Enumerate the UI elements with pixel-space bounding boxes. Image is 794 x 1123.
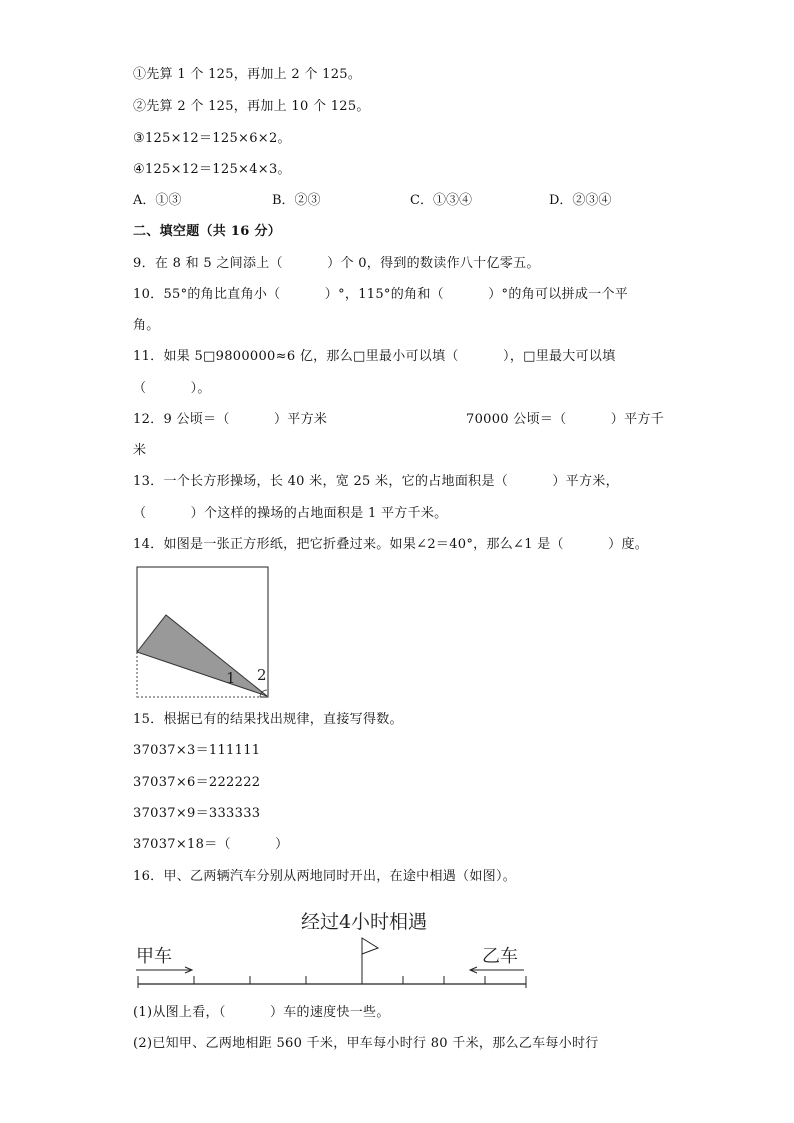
choice-c[interactable]: C．①③④ bbox=[410, 193, 472, 208]
question-10-line1: 10．55°的角比直角小（ ）°，115°的角和（ ）°的角可以拼成一个平 bbox=[133, 287, 629, 302]
choice-b[interactable]: B．②③ bbox=[272, 193, 321, 208]
car-b-arrow bbox=[470, 967, 524, 973]
option-4-text: ④125×12＝125×4×3。 bbox=[133, 162, 291, 177]
angle-2-label: 2 bbox=[257, 666, 267, 684]
question-16-part1: (1)从图上看，（ ）车的速度快一些。 bbox=[133, 1005, 390, 1020]
equation-3: 37037×9＝333333 bbox=[133, 806, 261, 821]
choice-a[interactable]: A．①③ bbox=[133, 193, 182, 208]
equation-1: 37037×3＝111111 bbox=[133, 743, 261, 758]
section-heading: 二、填空题（共 16 分） bbox=[133, 224, 282, 239]
question-9: 9．在 8 和 5 之间添上（ ）个 0，得到的数读作八十亿零五。 bbox=[133, 256, 540, 271]
flag-icon bbox=[362, 938, 378, 984]
question-12-left: 12．9 公顷＝（ ）平方米 bbox=[133, 412, 328, 427]
question-10-line2: 角。 bbox=[133, 318, 160, 333]
question-14: 14．如图是一张正方形纸，把它折叠过来。如果∠2＝40°，那么∠1 是（ ）度。 bbox=[133, 537, 649, 552]
car-a-arrow bbox=[136, 967, 192, 973]
choice-d[interactable]: D．②③④ bbox=[549, 193, 612, 208]
question-13-line1: 13．一个长方形操场，长 40 米，宽 25 米，它的占地面积是（ ）平方米， bbox=[133, 474, 619, 489]
question-11-line1: 11．如果 5□9800000≈6 亿，那么□里最小可以填（ ），□里最大可以填 bbox=[133, 349, 616, 364]
distance-ticks bbox=[138, 976, 526, 988]
question-15: 15．根据已有的结果找出规律，直接写得数。 bbox=[133, 712, 403, 727]
meeting-diagram bbox=[130, 900, 540, 1000]
folded-triangle bbox=[137, 615, 267, 696]
question-16: 16．甲、乙两辆汽车分别从两地同时开出，在途中相遇（如图）。 bbox=[133, 869, 517, 884]
question-12-line2: 米 bbox=[133, 443, 147, 458]
question-12-right: 70000 公顷＝（ ）平方千 bbox=[466, 412, 665, 427]
question-13-line2: （ ）个这样的操场的占地面积是 1 平方千米。 bbox=[133, 506, 448, 521]
option-2-text: ②先算 2 个 125，再加上 10 个 125。 bbox=[133, 99, 370, 114]
folded-square-figure bbox=[136, 566, 270, 700]
diagram-title: 经过4小时相遇 bbox=[300, 911, 428, 933]
equation-2: 37037×6＝222222 bbox=[133, 775, 261, 790]
option-3-text: ③125×12＝125×6×2。 bbox=[133, 131, 291, 146]
equation-4: 37037×18＝（ ） bbox=[133, 837, 289, 852]
angle-1-label: 1 bbox=[226, 669, 236, 687]
car-a-label: 甲车 bbox=[136, 946, 172, 967]
question-16-part2: (2)已知甲、乙两地相距 560 千米，甲车每小时行 80 千米，那么乙车每小时行 bbox=[133, 1036, 599, 1051]
car-b-label: 乙车 bbox=[482, 946, 518, 967]
question-11-line2: （ ）。 bbox=[133, 381, 211, 396]
option-1-text: ①先算 1 个 125，再加上 2 个 125。 bbox=[133, 67, 362, 82]
